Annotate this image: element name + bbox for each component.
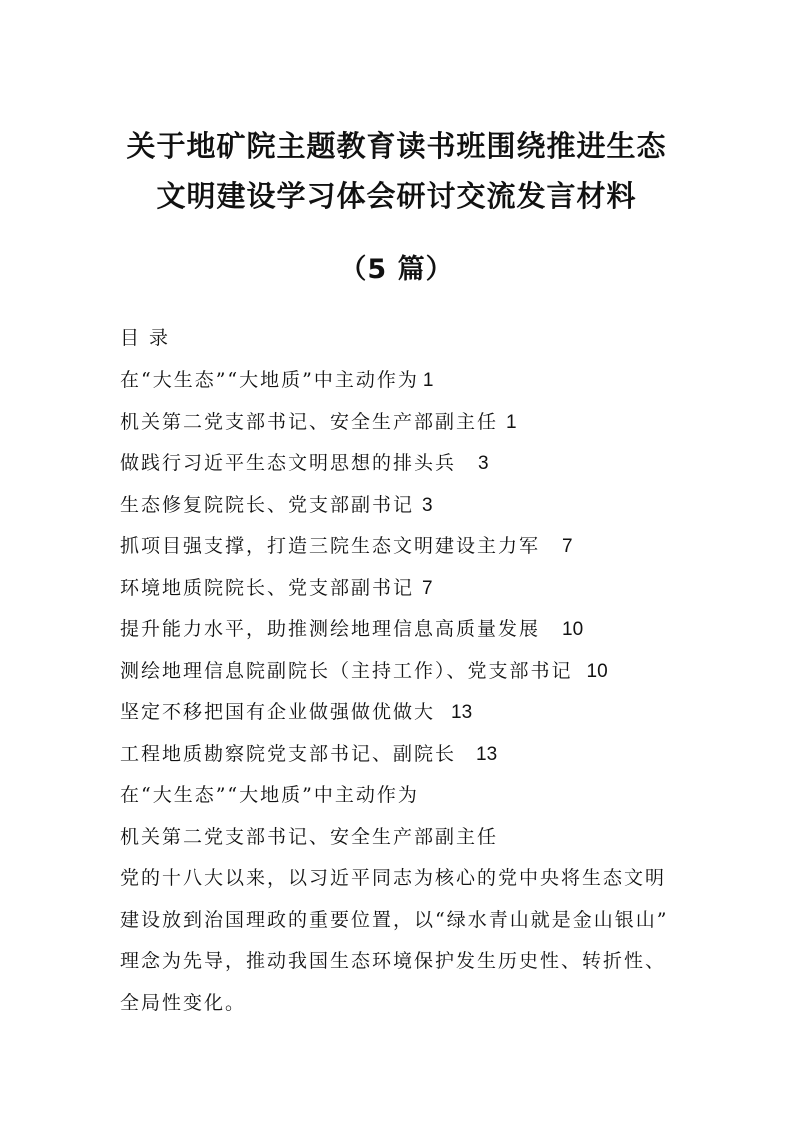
toc-entry[interactable] [120,490,433,517]
toc-entry-page: 13 [451,702,473,723]
toc-entry-title: 工程地质勘察院党支部书记、副院长 [120,743,457,765]
toc-entry[interactable] [120,697,472,724]
document-title-line-2: 文明建设学习体会研讨交流发言材料 [156,179,637,213]
toc-entry[interactable] [120,531,573,558]
toc-entry[interactable] [120,656,608,683]
toc-entry[interactable] [120,365,433,392]
toc-entry-title: 测绘地理信息院副院长（主持工作）、党支部书记 [120,660,573,682]
toc-entry[interactable] [120,614,583,641]
toc-entry[interactable] [120,407,517,434]
article-paragraph-line: 全局性变化。 [120,992,247,1014]
article-heading: 在“大生态”“大地质”中主动作为 [120,784,419,806]
toc-entry-title: 提升能力水平，助推测绘地理信息高质量发展 [120,618,541,640]
toc-entry-title: 坚定不移把国有企业做强做优做大 [120,701,436,723]
toc-entry-page: 3 [422,495,433,516]
article-paragraph-line: 建设放到治国理政的重要位置，以“绿水青山就是金山银山” [120,909,669,931]
article-author: 机关第二党支部书记、安全生产部副主任 [120,826,499,848]
toc-entry-title: 抓项目强支撑，打造三院生态文明建设主力军 [120,535,541,557]
toc-heading: 目 录 [120,327,171,349]
toc-entry-title: 做践行习近平生态文明思想的排头兵 [120,452,457,474]
toc-entry-title: 机关第二党支部书记、安全生产部副主任 [120,411,499,433]
toc-entry-page: 10 [562,619,584,640]
toc-entry[interactable] [120,573,433,600]
toc-entry-title: 生态修复院院长、党支部副书记 [120,494,415,516]
document-title-line-1: 关于地矿院主题教育读书班围绕推进生态 [126,129,667,163]
article-paragraph-line: 理念为先导，推动我国生态环境保护发生历史性、转折性、 [120,950,667,972]
toc-entry[interactable] [120,448,489,475]
toc-entry-page: 1 [422,370,434,391]
document-title-count: （5 篇） [339,254,454,285]
toc-entry-title: 环境地质院院长、党支部副书记 [120,577,415,599]
toc-entry-page: 7 [422,578,433,599]
toc-entry-page: 3 [478,453,489,474]
article-paragraph-line: 党的十八大以来，以习近平同志为核心的党中央将生态文明 [120,867,667,889]
toc-entry-title: 在“大生态”“大地质”中主动作为 [120,369,419,391]
toc-entry-page: 10 [586,661,608,682]
toc-entry-page: 7 [562,536,573,557]
toc-entry-page: 1 [506,412,517,433]
toc-entry-page: 13 [476,744,498,765]
toc-entry[interactable] [120,739,497,766]
